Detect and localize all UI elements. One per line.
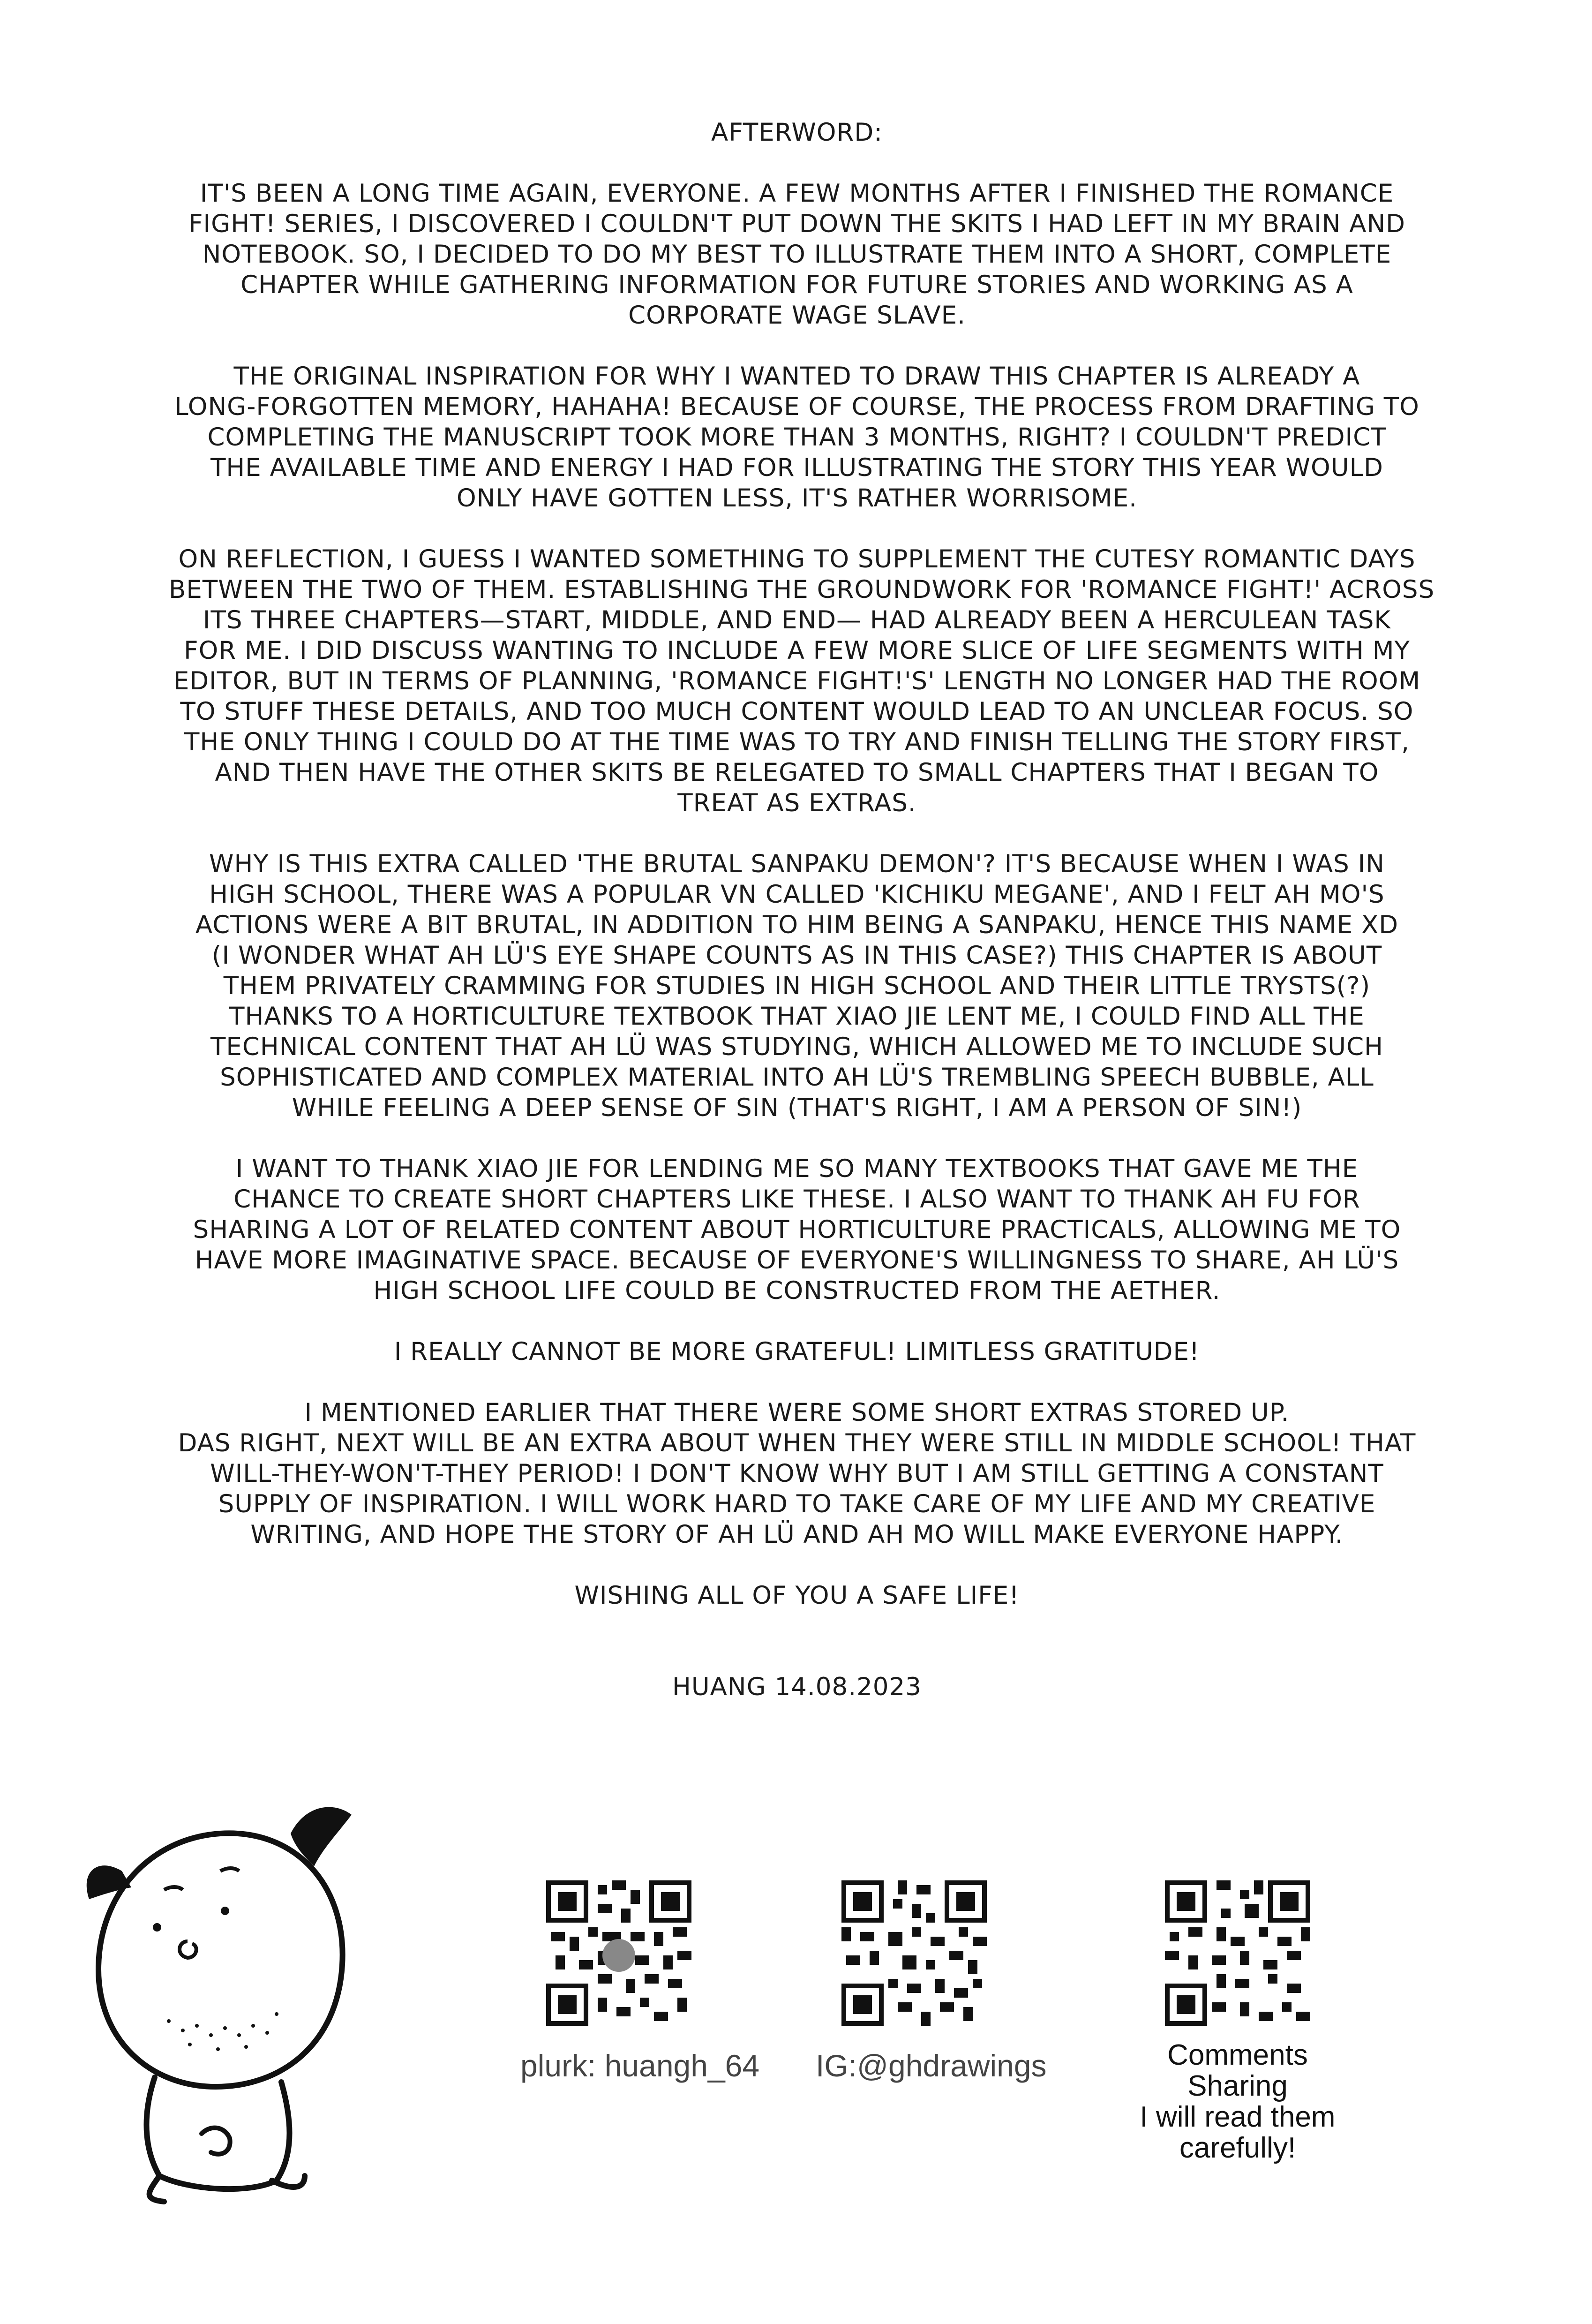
text-line: COMPLETING THE MANUSCRIPT TOOK MORE THAN 3 MONTHS, RIGHT? I COULDN'T PREDICT [207, 423, 1387, 452]
afterword-text [169, 117, 1435, 1702]
text-line: ONLY HAVE GOTTEN LESS, IT'S RATHER WORRISOME. [456, 484, 1138, 513]
instagram-handle: IG:@ghdrawings [816, 2048, 1047, 2083]
text-line: WILL-THEY-WON'T-THEY PERIOD! I DON'T KNOW WHY BUT I AM STILL GETTING A CONSTANT [210, 1459, 1384, 1488]
text-line: (I WONDER WHAT AH LÜ'S EYE SHAPE COUNTS AS IN THIS CASE?) THIS CHAPTER IS ABOUT [211, 941, 1382, 970]
text-line: TO STUFF THESE DETAILS, AND TOO MUCH CONTENT WOULD LEAD TO AN UNCLEAR FOCUS. SO [180, 697, 1414, 726]
text-line: HAVE MORE IMAGINATIVE SPACE. BECAUSE OF EVERYONE'S WILLINGNESS TO SHARE, AH LÜ'S [195, 1246, 1399, 1275]
text-line: FIGHT! SERIES, I DISCOVERED I COULDN'T PUT DOWN THE SKITS I HAD LEFT IN MY BRAIN AND [188, 210, 1405, 238]
text-line: THE AVAILABLE TIME AND ENERGY I HAD FOR ILLUSTRATING THE STORY THIS YEAR WOULD [210, 453, 1383, 482]
text-line: HIGH SCHOOL LIFE COULD BE CONSTRUCTED FROM THE AETHER. [373, 1276, 1221, 1305]
paragraph-4 [169, 849, 1425, 1123]
text-line: CHAPTER WHILE GATHERING INFORMATION FOR FUTURE STORIES AND WORKING AS A [240, 271, 1353, 299]
comments-qr-block [1116, 1876, 1359, 2164]
text-line: ACTIONS WERE A BIT BRUTAL, IN ADDITION TO HIM BEING A SANPAKU, HENCE THIS NAME XD [195, 911, 1399, 939]
comments-line: Comments [1167, 2039, 1308, 2071]
text-line: BETWEEN THE TWO OF THEM. ESTABLISHING THE GROUNDWORK FOR 'ROMANCE FIGHT!' ACROSS [169, 575, 1435, 604]
comments-caption [1116, 2040, 1359, 2164]
text-line: SOPHISTICATED AND COMPLEX MATERIAL INTO AH LÜ'S TREMBLING SPEECH BUBBLE, ALL [220, 1063, 1374, 1092]
paragraph-2 [169, 361, 1425, 513]
text-line: THEM PRIVATELY CRAMMING FOR STUDIES IN HIGH SCHOOL AND THEIR LITTLE TRYSTS(?) [223, 972, 1371, 1000]
text-line: WHY IS THIS EXTRA CALLED 'THE BRUTAL SANPAKU DEMON'? IT'S BECAUSE WHEN I WAS IN [209, 850, 1385, 878]
qr-code-icon[interactable] [837, 1876, 991, 2030]
text-line: NOTEBOOK. SO, I DECIDED TO DO MY BEST TO ILLUSTRATE THEM INTO A SHORT, COMPLETE [202, 240, 1392, 269]
paragraph-6 [169, 1336, 1425, 1367]
text-line: HIGH SCHOOL, THERE WAS A POPULAR VN CALLED 'KICHIKU MEGANE', AND I FELT AH MO'S [209, 880, 1385, 909]
text-line: LONG-FORGOTTEN MEMORY, HAHAHA! BECAUSE OF COURSE, THE PROCESS FROM DRAFTING TO [174, 392, 1419, 421]
text-line: ON REFLECTION, I GUESS I WANTED SOMETHING TO SUPPLEMENT THE CUTESY ROMANTIC DAYS [178, 545, 1416, 573]
text-line: CORPORATE WAGE SLAVE. [628, 301, 966, 330]
text-line: WRITING, AND HOPE THE STORY OF AH LÜ AND AH MO WILL MAKE EVERYONE HAPPY. [250, 1520, 1344, 1549]
paragraph-3 [169, 544, 1435, 818]
text-line: I REALLY CANNOT BE MORE GRATEFUL! LIMITLESS GRATITUDE! [394, 1337, 1200, 1366]
qr-code-icon[interactable] [1160, 1876, 1315, 2030]
text-line: TECHNICAL CONTENT THAT AH LÜ WAS STUDYING, WHICH ALLOWED ME TO INCLUDE SUCH [210, 1033, 1383, 1061]
paragraph-7 [169, 1397, 1425, 1550]
text-line: DAS RIGHT, NEXT WILL BE AN EXTRA ABOUT WHEN THEY WERE STILL IN MIDDLE SCHOOL! THAT [178, 1429, 1416, 1457]
text-line: THE ORIGINAL INSPIRATION FOR WHY I WANTED TO DRAW THIS CHAPTER IS ALREADY A [233, 362, 1360, 391]
paragraph-1 [169, 178, 1425, 331]
text-line: TREAT AS EXTRAS. [677, 789, 916, 817]
page-title: AFTERWORD: [711, 118, 883, 147]
carefully-line: carefully! [1179, 2132, 1296, 2164]
text-line: I WANT TO THANK XIAO JIE FOR LENDING ME SO MANY TEXTBOOKS THAT GAVE ME THE [235, 1154, 1359, 1183]
text-line: WISHING ALL OF YOU A SAFE LIFE! [574, 1581, 1020, 1610]
read-line: I will read them [1140, 2101, 1336, 2133]
text-line: SUPPLY OF INSPIRATION. I WILL WORK HARD TO TAKE CARE OF MY LIFE AND MY CREATIVE [218, 1490, 1376, 1518]
signature-date: HUANG 14.08.2023 [672, 1673, 922, 1701]
text-line: THE ONLY THING I COULD DO AT THE TIME WAS TO TRY AND FINISH TELLING THE STORY FIRST, [184, 728, 1410, 756]
text-line: FOR ME. I DID DISCUSS WANTING TO INCLUDE A FEW MORE SLICE OF LIFE SEGMENTS WITH MY [184, 636, 1410, 665]
paragraph-8 [169, 1580, 1425, 1611]
text-line: CHANCE TO CREATE SHORT CHAPTERS LIKE THESE. I ALSO WANT TO THANK AH FU FOR [233, 1185, 1360, 1214]
qr-code-icon[interactable] [541, 1876, 696, 2030]
text-line: AND THEN HAVE THE OTHER SKITS BE RELEGATED TO SMALL CHAPTERS THAT I BEGAN TO [215, 758, 1379, 787]
plurk-handle: plurk: huangh_64 [520, 2048, 760, 2083]
text-line: THANKS TO A HORTICULTURE TEXTBOOK THAT XIAO JIE LENT ME, I COULD FIND ALL THE [229, 1002, 1365, 1031]
instagram-qr-block [816, 1876, 1047, 2083]
text-line: ITS THREE CHAPTERS—START, MIDDLE, AND END— HAD ALREADY BEEN A HERCULEAN TASK [203, 606, 1391, 634]
text-line: SHARING A LOT OF RELATED CONTENT ABOUT HORTICULTURE PRACTICALS, ALLOWING ME TO [193, 1215, 1401, 1244]
text-line: I MENTIONED EARLIER THAT THERE WERE SOME SHORT EXTRAS STORED UP. [304, 1398, 1290, 1427]
text-line: WHILE FEELING A DEEP SENSE OF SIN (THAT'S RIGHT, I AM A PERSON OF SIN!) [292, 1094, 1302, 1122]
text-line: EDITOR, BUT IN TERMS OF PLANNING, 'ROMANCE FIGHT!'S' LENGTH NO LONGER HAD THE ROOM [173, 667, 1421, 695]
sharing-line: Sharing [1187, 2070, 1288, 2102]
round-mascot-illustration [70, 1777, 361, 2209]
text-line: IT'S BEEN A LONG TIME AGAIN, EVERYONE. A FEW MONTHS AFTER I FINISHED THE ROMANCE [200, 179, 1394, 208]
plurk-qr-block [520, 1876, 760, 2083]
paragraph-5 [169, 1154, 1425, 1306]
